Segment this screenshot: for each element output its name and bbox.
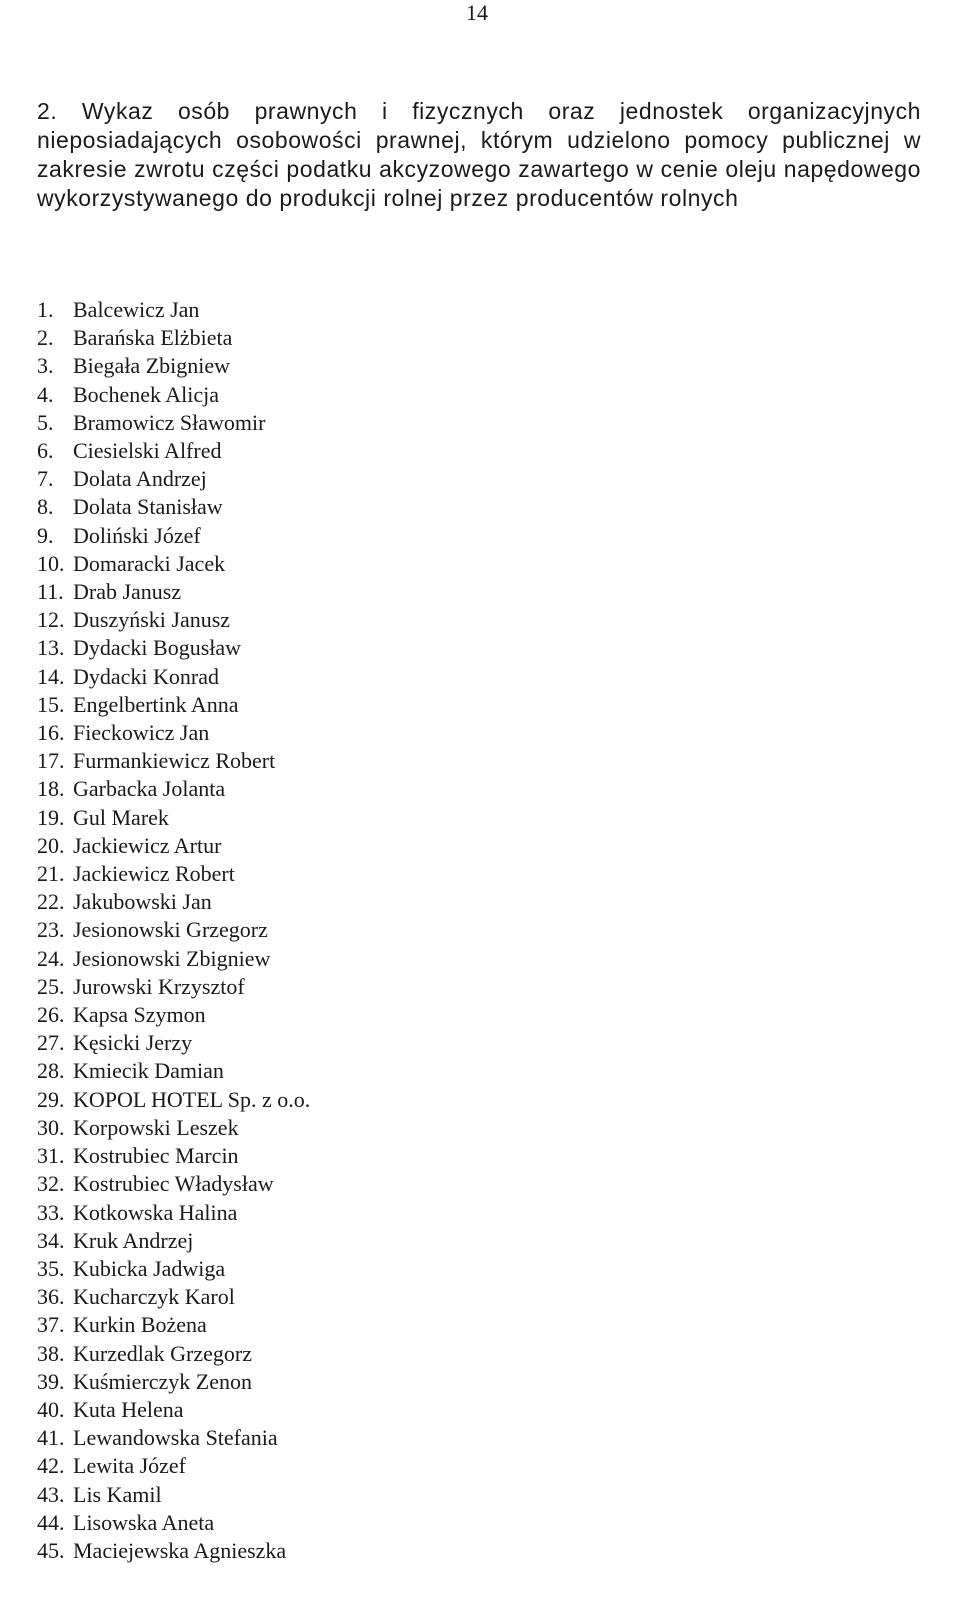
list-item bbox=[37, 1057, 310, 1085]
list-item bbox=[37, 1142, 310, 1170]
list-item bbox=[37, 860, 310, 888]
list-item bbox=[37, 493, 310, 521]
list-item bbox=[37, 578, 310, 606]
list-item bbox=[37, 1311, 310, 1339]
list-item-number: 33. bbox=[37, 1199, 65, 1225]
list-item-number: 17. bbox=[37, 748, 65, 774]
list-item-number: 39. bbox=[37, 1368, 65, 1394]
list-item-name: Doliński Józef bbox=[73, 522, 201, 548]
list-item-number: 18. bbox=[37, 776, 65, 802]
list-item bbox=[37, 1396, 310, 1424]
list-item-name: Maciejewska Agnieszka bbox=[73, 1537, 287, 1563]
list-item-number: 21. bbox=[37, 861, 65, 887]
list-item-number: 43. bbox=[37, 1481, 65, 1507]
list-item bbox=[37, 409, 310, 437]
list-item-number: 7. bbox=[37, 466, 54, 492]
list-item-name: Engelbertink Anna bbox=[73, 691, 239, 717]
list-item bbox=[37, 296, 310, 324]
list-item bbox=[37, 747, 310, 775]
list-item bbox=[37, 606, 310, 634]
list-item bbox=[37, 1537, 310, 1565]
list-item-name: Kmiecik Damian bbox=[73, 1058, 224, 1084]
list-item-name: Kurzedlak Grzegorz bbox=[73, 1340, 252, 1366]
list-item bbox=[37, 1509, 310, 1537]
list-item bbox=[37, 1283, 310, 1311]
list-item-name: Kuta Helena bbox=[73, 1396, 184, 1422]
list-item-number: 3. bbox=[37, 353, 54, 379]
list-item bbox=[37, 1424, 310, 1452]
list-item-name: Garbacka Jolanta bbox=[73, 776, 226, 802]
list-item bbox=[37, 775, 310, 803]
list-item-number: 14. bbox=[37, 663, 65, 689]
list-item-name: Balcewicz Jan bbox=[73, 297, 200, 322]
list-item bbox=[37, 1170, 310, 1198]
list-item-name: Kostrubiec Władysław bbox=[73, 1171, 274, 1197]
list-item-number: 6. bbox=[37, 438, 54, 464]
list-item-name: Biegała Zbigniew bbox=[73, 353, 231, 379]
list-item bbox=[37, 663, 310, 691]
list-item bbox=[37, 1452, 310, 1480]
list-item-number: 16. bbox=[37, 720, 65, 746]
list-item-number: 5. bbox=[37, 409, 54, 435]
list-item-name: Kotkowska Halina bbox=[73, 1199, 238, 1225]
beneficiary-list bbox=[37, 296, 310, 1565]
list-item bbox=[37, 916, 310, 944]
list-item bbox=[37, 324, 310, 352]
list-item-name: Jesionowski Grzegorz bbox=[73, 917, 268, 943]
list-item bbox=[37, 381, 310, 409]
list-item bbox=[37, 465, 310, 493]
list-item-number: 30. bbox=[37, 1114, 65, 1140]
list-item-name: Lis Kamil bbox=[73, 1481, 162, 1507]
list-item-number: 10. bbox=[37, 550, 65, 576]
list-item bbox=[37, 1255, 310, 1283]
list-item-number: 2. bbox=[37, 325, 54, 351]
list-item-name: Dolata Andrzej bbox=[73, 466, 207, 492]
list-item-number: 38. bbox=[37, 1340, 65, 1366]
list-item-number: 12. bbox=[37, 607, 65, 633]
list-item-name: Bramowicz Sławomir bbox=[73, 409, 266, 435]
list-item-name: Jackiewicz Robert bbox=[73, 861, 235, 887]
list-item-name: Gul Marek bbox=[73, 804, 169, 830]
list-item bbox=[37, 352, 310, 380]
list-item-number: 27. bbox=[37, 1030, 65, 1056]
list-item-name: Fieckowicz Jan bbox=[73, 720, 210, 746]
list-item-name: Dydacki Bogusław bbox=[73, 635, 242, 661]
list-item-name: Furmankiewicz Robert bbox=[73, 748, 276, 774]
list-item bbox=[37, 1340, 310, 1368]
page-number: 14 bbox=[466, 0, 488, 25]
list-item bbox=[37, 634, 310, 662]
list-item-number: 13. bbox=[37, 635, 65, 661]
list-item bbox=[37, 1227, 310, 1255]
list-item-name: Lewita Józef bbox=[73, 1453, 186, 1479]
list-item-name: Jurowski Krzysztof bbox=[73, 973, 245, 999]
list-item-number: 26. bbox=[37, 1002, 65, 1028]
list-item bbox=[37, 1481, 310, 1509]
list-item-name: Kostrubiec Marcin bbox=[73, 1143, 239, 1169]
list-item-number: 8. bbox=[37, 494, 54, 520]
list-item-name: Jakubowski Jan bbox=[73, 889, 212, 915]
list-item-name: Drab Janusz bbox=[73, 579, 182, 605]
list-item-name: Jesionowski Zbigniew bbox=[73, 945, 271, 971]
list-item-number: 44. bbox=[37, 1509, 65, 1535]
list-item-number: 35. bbox=[37, 1255, 65, 1281]
section-heading: 2. Wykaz osób prawnych i fizycznych oraz jednostek organizacyjnych nieposiadających osobowości prawnej, którym udzielono pomocy publicznej w zakresie zwrotu części podatku akcyzowego zawartego w cenie oleju napędowego wykorzystywanego do produkcji rolnej przez producentów rolnych bbox=[37, 98, 921, 211]
list-item-name: Dolata Stanisław bbox=[73, 494, 223, 520]
list-item-name: Lisowska Aneta bbox=[73, 1509, 215, 1535]
list-item bbox=[37, 691, 310, 719]
list-item-name: Dydacki Konrad bbox=[73, 663, 220, 689]
list-item bbox=[37, 719, 310, 747]
list-item-number: 45. bbox=[37, 1537, 65, 1563]
list-item-name: Kapsa Szymon bbox=[73, 1002, 206, 1028]
list-item-name: Domaracki Jacek bbox=[73, 550, 226, 576]
list-item-number: 4. bbox=[37, 381, 54, 407]
list-item-number: 41. bbox=[37, 1425, 65, 1451]
list-item-number: 37. bbox=[37, 1312, 65, 1338]
list-item-number: 1. bbox=[37, 297, 54, 322]
list-item-name: Lewandowska Stefania bbox=[73, 1425, 278, 1451]
list-item-name: Barańska Elżbieta bbox=[73, 325, 233, 351]
list-item-name: Jackiewicz Artur bbox=[73, 832, 222, 858]
list-item-name: Kubicka Jadwiga bbox=[73, 1255, 226, 1281]
list-item bbox=[37, 1368, 310, 1396]
list-item-number: 9. bbox=[37, 522, 54, 548]
list-item-name: Kuśmierczyk Zenon bbox=[73, 1368, 252, 1394]
list-item-number: 34. bbox=[37, 1227, 65, 1253]
list-item-number: 40. bbox=[37, 1396, 65, 1422]
list-item-name: Korpowski Leszek bbox=[73, 1114, 239, 1140]
list-item bbox=[37, 437, 310, 465]
list-item-number: 22. bbox=[37, 889, 65, 915]
list-item bbox=[37, 1086, 310, 1114]
list-item-number: 15. bbox=[37, 691, 65, 717]
list-item-name: Kęsicki Jerzy bbox=[73, 1030, 193, 1056]
list-item-number: 42. bbox=[37, 1453, 65, 1479]
list-item-name: Kucharczyk Karol bbox=[73, 1284, 235, 1310]
list-item-number: 31. bbox=[37, 1143, 65, 1169]
list-item-name: Kruk Andrzej bbox=[73, 1227, 194, 1253]
list-item bbox=[37, 973, 310, 1001]
list-item bbox=[37, 1114, 310, 1142]
list-item bbox=[37, 1001, 310, 1029]
list-item-name: Bochenek Alicja bbox=[73, 381, 220, 407]
list-item-name: Ciesielski Alfred bbox=[73, 438, 222, 464]
list-item-number: 29. bbox=[37, 1086, 65, 1112]
list-item-number: 23. bbox=[37, 917, 65, 943]
list-item-number: 11. bbox=[37, 579, 64, 605]
list-item-name: Kurkin Bożena bbox=[73, 1312, 207, 1338]
list-item bbox=[37, 550, 310, 578]
list-item-number: 36. bbox=[37, 1284, 65, 1310]
list-item-number: 28. bbox=[37, 1058, 65, 1084]
list-item bbox=[37, 804, 310, 832]
list-item bbox=[37, 522, 310, 550]
list-item bbox=[37, 832, 310, 860]
list-item bbox=[37, 1029, 310, 1057]
list-item-name: KOPOL HOTEL Sp. z o.o. bbox=[73, 1086, 311, 1112]
list-item bbox=[37, 945, 310, 973]
list-item bbox=[37, 1199, 310, 1227]
list-item-number: 20. bbox=[37, 832, 65, 858]
list-item-number: 19. bbox=[37, 804, 65, 830]
list-item bbox=[37, 888, 310, 916]
list-item-number: 32. bbox=[37, 1171, 65, 1197]
list-item-number: 24. bbox=[37, 945, 65, 971]
list-item-number: 25. bbox=[37, 973, 65, 999]
list-item-name: Duszyński Janusz bbox=[73, 607, 231, 633]
